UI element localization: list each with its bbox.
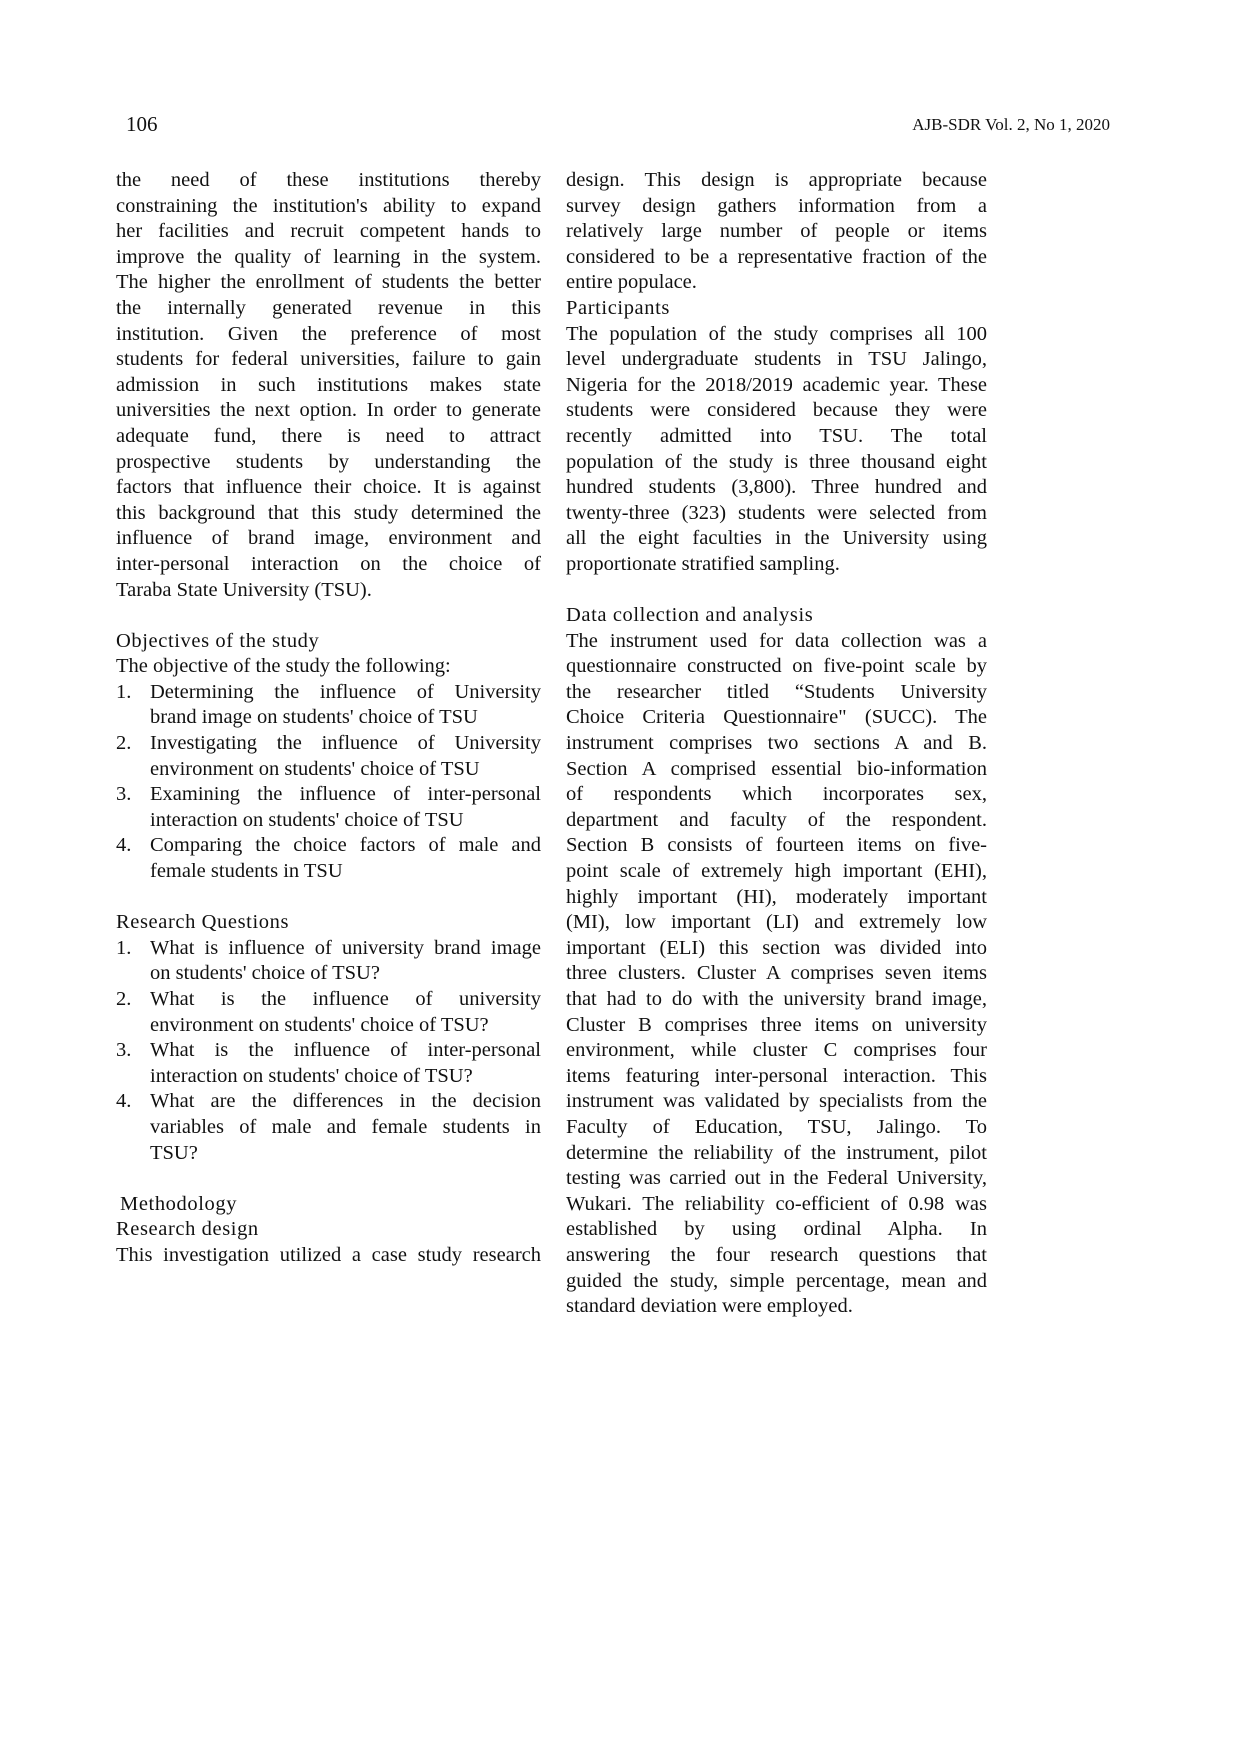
text-line: instrument comprises two sections A and B. <box>566 732 987 755</box>
text-line: survey design gathers information from a <box>566 194 987 217</box>
text-line: highly important (HI), moderately important <box>566 885 987 908</box>
text-line: her facilities and recruit competent hands to <box>116 220 541 243</box>
list-item: 4. Comparing the choice factors of male and <box>116 834 541 857</box>
text-line: three clusters. Cluster A comprises seven items <box>566 962 987 985</box>
text-line: Choice Criteria Questionnaire" (SUCC). The <box>566 706 987 729</box>
text-line: institution. Given the preference of most <box>116 322 541 345</box>
list-item: 3. What is the influence of inter-personal <box>116 1039 541 1062</box>
text-line: of respondents which incorporates sex, <box>566 783 987 806</box>
data-collection-section <box>566 603 987 1320</box>
text-line: factors that influence their choice. It is against <box>116 476 541 499</box>
text-line: the need of these institutions thereby <box>116 169 541 191</box>
list-item: 3. Examining the influence of inter-personal <box>116 783 541 806</box>
text-line: answering the four research questions that <box>566 1243 987 1266</box>
text-line: standard deviation were employed. <box>566 1295 853 1318</box>
text-line: established by using ordinal Alpha. In <box>566 1218 987 1241</box>
design-paragraph <box>566 168 987 296</box>
text-line: Section B consists of fourteen items on five- <box>566 834 987 857</box>
text-line: all the eight faculties in the University using <box>566 527 987 550</box>
left-column <box>116 168 541 1269</box>
text-line: Wukari. The reliability co-efficient of 0.98 was <box>566 1192 987 1215</box>
text-line: testing was carried out in the Federal University, <box>566 1167 987 1190</box>
section-heading: Participants <box>566 296 670 319</box>
text-line: questionnaire constructed on five-point scale by <box>566 655 987 678</box>
text-line: guided the study, simple percentage, mean and <box>566 1269 987 1292</box>
text-line: This investigation utilized a case study research <box>116 1243 541 1266</box>
running-header: AJB-SDR Vol. 2, No 1, 2020 <box>912 115 1110 134</box>
participants-section <box>566 296 987 578</box>
intro-paragraph <box>116 168 541 603</box>
text-line: hundred students (3,800). Three hundred and <box>566 476 987 499</box>
text-line: considered to be a representative fraction of the <box>566 245 987 268</box>
text-line: relatively large number of people or items <box>566 220 987 243</box>
text-line: level undergraduate students in TSU Jalingo, <box>566 348 987 371</box>
section-heading: Methodology <box>120 1192 238 1215</box>
text-line: this background that this study determined the <box>116 501 541 524</box>
page-number: 106 <box>126 112 158 136</box>
objectives-section: Objectives of the study The objective of the study the following: 1. Determining the influence of University brand image on students' choice of TSU 2. Investigating the influence of University environment on students' choice of TSU 3. Examining the influence of inter-personal interaction on students' choice of TSU 4. Comparing the choice factors of male and female students in TSU <box>116 629 541 883</box>
section-heading: Data collection and analysis <box>566 604 814 627</box>
text-line: point scale of extremely high important (EHI), <box>566 860 987 883</box>
text-line: entire populace. <box>566 271 697 294</box>
text-line: students for federal universities, failure to gain <box>116 348 541 371</box>
text-line: The objective of the study the following: <box>116 655 451 678</box>
list-item: 1. Determining the influence of University <box>116 680 541 703</box>
text-line: inter-personal interaction on the choice of <box>116 552 541 575</box>
text-line: the internally generated revenue in this <box>116 296 541 319</box>
list-item: 2. What is the influence of university <box>116 988 541 1010</box>
list-item: 1. What is influence of university brand image <box>116 936 541 959</box>
text-line: recently admitted into TSU. The total <box>566 424 987 447</box>
list-item: 4. What are the differences in the decision <box>116 1090 541 1113</box>
text-line: twenty-three (323) students were selected from <box>566 501 987 524</box>
section-heading: Objectives of the study <box>116 629 320 652</box>
text-line: students were considered because they were <box>566 399 987 422</box>
text-line: universities the next option. In order to generate <box>116 399 541 422</box>
text-line: instrument was validated by specialists from the <box>566 1090 987 1113</box>
text-line: adequate fund, there is need to attract <box>116 424 541 447</box>
list-item: 2. Investigating the influence of University <box>116 732 541 755</box>
text-line: Faculty of Education, TSU, Jalingo. To <box>566 1115 987 1138</box>
text-line: important (ELI) this section was divided into <box>566 936 987 959</box>
text-line: Section A comprised essential bio-information <box>566 757 987 780</box>
text-line: The population of the study comprises all 100 <box>566 322 987 345</box>
text-line: the researcher titled “Students University <box>566 680 987 703</box>
text-line: that had to do with the university brand image, <box>566 988 987 1010</box>
text-line: The instrument used for data collection was a <box>566 629 987 652</box>
text-line: Nigeria for the 2018/2019 academic year. These <box>566 373 987 396</box>
text-line: proportionate stratified sampling. <box>566 552 840 575</box>
text-line: determine the reliability of the instrument, pilot <box>566 1141 987 1164</box>
section-heading: Research Questions <box>116 911 290 934</box>
text-line: prospective students by understanding the <box>116 450 541 473</box>
text-line: admission in such institutions makes state <box>116 373 541 396</box>
text-line: design. This design is appropriate because <box>566 169 987 191</box>
text-line: items featuring inter-personal interaction. This <box>566 1064 987 1087</box>
text-line: population of the study is three thousand eight <box>566 450 987 473</box>
text-line: constraining the institution's ability to expand <box>116 194 541 217</box>
right-column <box>566 168 987 1320</box>
research-questions-section: Research Questions 1. What is influence of university brand image on students' choice of TSU? 2. What is the influence of university environment on students' choice of TSU? 3. What is the influence of inter-personal interaction on students' choice of TSU? 4. What are the differences in the decision variables of male and female students in TSU? <box>116 911 541 1164</box>
text-line: The higher the enrollment of students the better <box>116 271 541 294</box>
text-line: environment, while cluster C comprises four <box>566 1039 987 1062</box>
methodology-section <box>116 1192 541 1269</box>
text-line: Taraba State University (TSU). <box>116 578 372 601</box>
text-line: department and faculty of the respondent. <box>566 808 987 831</box>
text-line: influence of brand image, environment and <box>116 527 541 550</box>
subsection-heading: Research design <box>116 1218 259 1241</box>
text-line: Cluster B comprises three items on university <box>566 1013 987 1036</box>
text-line: (MI), low important (LI) and extremely low <box>566 911 987 934</box>
text-line: improve the quality of learning in the system. <box>116 245 541 268</box>
